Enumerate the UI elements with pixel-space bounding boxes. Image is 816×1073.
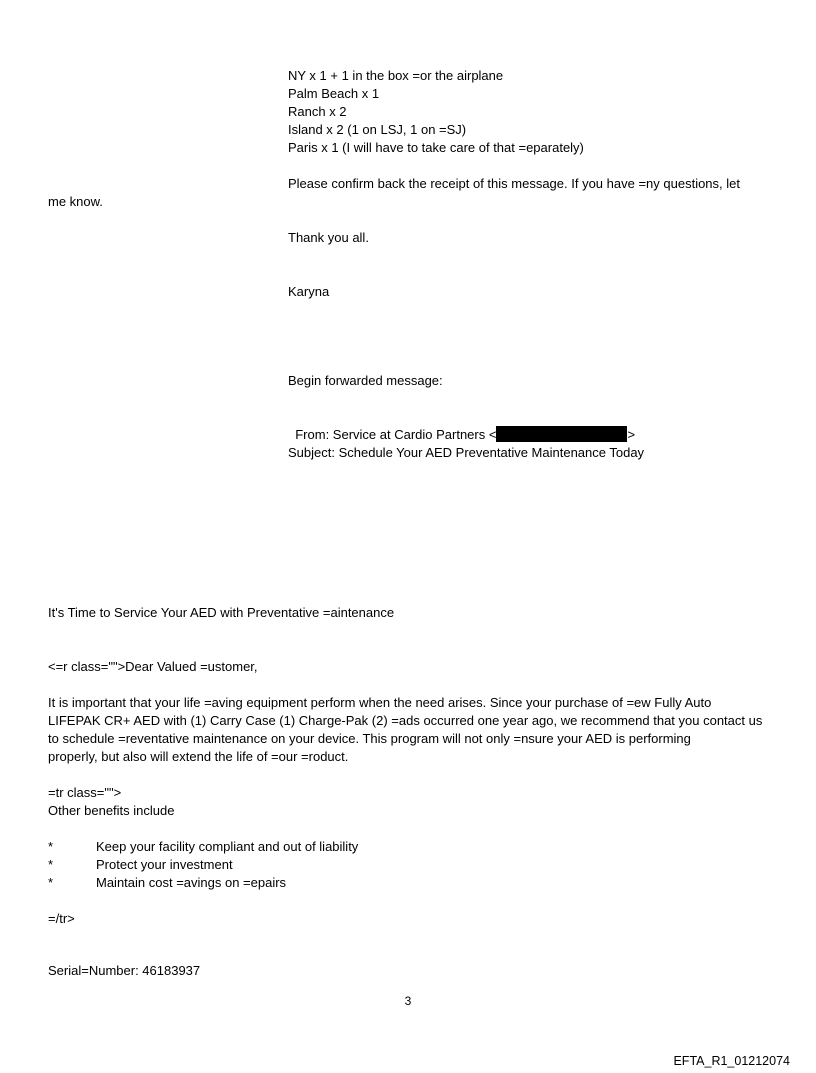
thanks-text: Thank you all. xyxy=(288,230,369,245)
body-line: LIFEPAK CR+ AED with (1) Carry Case (1) Charge-Pak (2) =ads occurred one year ago, we recommend that you contact us xyxy=(48,713,763,728)
distribution-line: Paris x 1 (I will have to take care of that =eparately) xyxy=(288,140,584,155)
distribution-line: Island x 2 (1 on LSJ, 1 on =SJ) xyxy=(288,122,467,137)
distribution-line: NY x 1 + 1 in the box =or the airplane xyxy=(288,68,504,83)
distribution-line: Ranch x 2 xyxy=(288,104,347,119)
benefits-intro: Other benefits include xyxy=(48,803,175,818)
benefit-item: Protect your investment xyxy=(96,857,233,872)
email-greeting: <=r class="">Dear Valued =ustomer, xyxy=(48,659,258,674)
forward-from xyxy=(288,408,635,444)
page-number: 3 xyxy=(404,994,412,1008)
forward-subject: Subject: Schedule Your AED Preventative Maintenance Today xyxy=(288,445,645,460)
tr-open: =tr class=""> xyxy=(48,785,122,800)
benefit-item: Keep your facility compliant and out of liability xyxy=(96,839,359,854)
benefit-item: Maintain cost =avings on =epairs xyxy=(96,875,287,890)
email-heading: It's Time to Service Your AED with Preventative =aintenance xyxy=(48,605,395,620)
body-line: to schedule =reventative maintenance on your device. This program will not only =nsure your AED is performing xyxy=(48,731,691,746)
bullet-marker: * xyxy=(48,875,54,890)
confirm-line-wrap: me know. xyxy=(48,194,103,209)
tr-close: =/tr> xyxy=(48,911,75,926)
forward-from-prefix: From: Service at Cardio Partners < xyxy=(295,427,497,442)
bullet-marker: * xyxy=(48,839,54,854)
confirm-line: Please confirm back the receipt of this message. If you have =ny questions, let xyxy=(288,176,740,191)
forward-header: Begin forwarded message: xyxy=(288,373,443,388)
body-line: It is important that your life =aving equipment perform when the need arises. Since your purchase of =ew Fully Auto xyxy=(48,695,712,710)
serial-number: Serial=Number: 46183937 xyxy=(48,963,201,978)
distribution-line: Palm Beach x 1 xyxy=(288,86,380,101)
redaction-box xyxy=(496,426,627,442)
bates-number: EFTA_R1_01212074 xyxy=(673,1054,790,1068)
signature: Karyna xyxy=(288,284,330,299)
body-line: properly, but also will extend the life of =our =roduct. xyxy=(48,749,349,764)
bullet-marker: * xyxy=(48,857,54,872)
forward-from-suffix: > xyxy=(627,427,636,442)
